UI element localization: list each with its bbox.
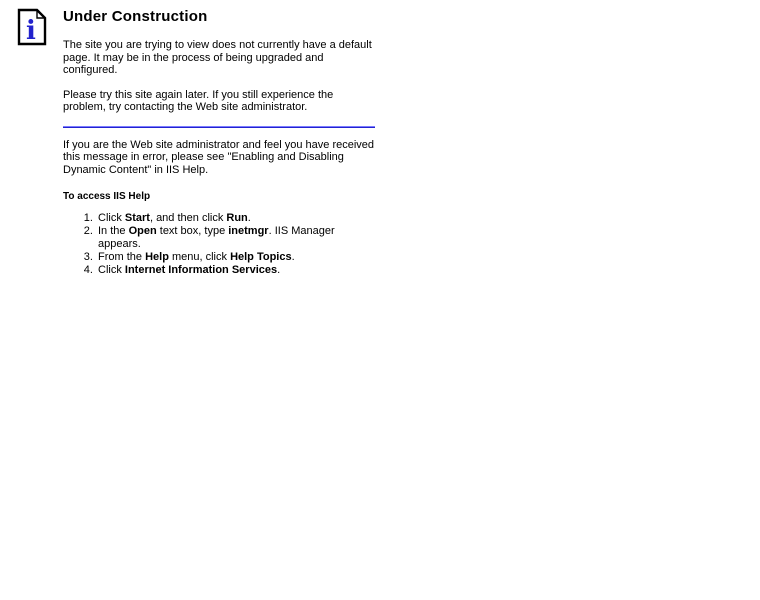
content-column: [63, 8, 375, 277]
paragraph-no-default-page: The site you are trying to view does not currently have a default page. It may be in the process of being upgraded and configured.: [63, 39, 372, 76]
step-text-bold: Start: [124, 212, 150, 224]
step-text-bold: Open: [128, 225, 157, 237]
step-text-bold: Internet Information Services: [124, 264, 278, 276]
step-text: .: [247, 212, 251, 224]
step-text-bold: Run: [226, 212, 248, 224]
step-text: From the: [98, 251, 146, 263]
horizontal-rule: [63, 126, 375, 128]
step-help-topics: [96, 251, 375, 264]
info-document-icon: [17, 8, 47, 46]
step-text: .: [291, 251, 295, 263]
step-text: Click: [98, 264, 125, 276]
step-text-bold: Help Topics: [230, 251, 292, 263]
step-text: Click: [98, 212, 125, 224]
step-open-inetmgr: [96, 225, 375, 251]
step-text-bold: inetmgr: [228, 225, 269, 237]
step-internet-information-services: [96, 264, 375, 277]
paragraph-administrator-note: If you are the Web site administrator and feel you have received this message in error, please see "Enabling and Disabling Dynamic Content" in IIS Help.: [63, 138, 375, 176]
step-text: . IIS Manager appears.: [98, 225, 335, 250]
under-construction-page: [0, 0, 760, 277]
step-text: menu, click: [168, 251, 231, 263]
step-text: .: [277, 264, 281, 276]
help-section-heading: To access IIS Help: [63, 191, 151, 202]
icon-column: [17, 8, 63, 277]
paragraph-try-again: Please try this site again later. If you still experience the problem, try contacting the Web site administrator.: [63, 88, 334, 113]
step-text-bold: Help: [145, 251, 169, 263]
step-click-start-run: [96, 212, 375, 225]
step-text: , and then click: [149, 212, 227, 224]
step-text: text box, type: [156, 225, 229, 237]
page-title: Under Construction: [63, 8, 208, 25]
step-text: In the: [98, 225, 129, 237]
info-i-glyph: i: [26, 16, 36, 46]
help-steps-list: [63, 212, 375, 277]
